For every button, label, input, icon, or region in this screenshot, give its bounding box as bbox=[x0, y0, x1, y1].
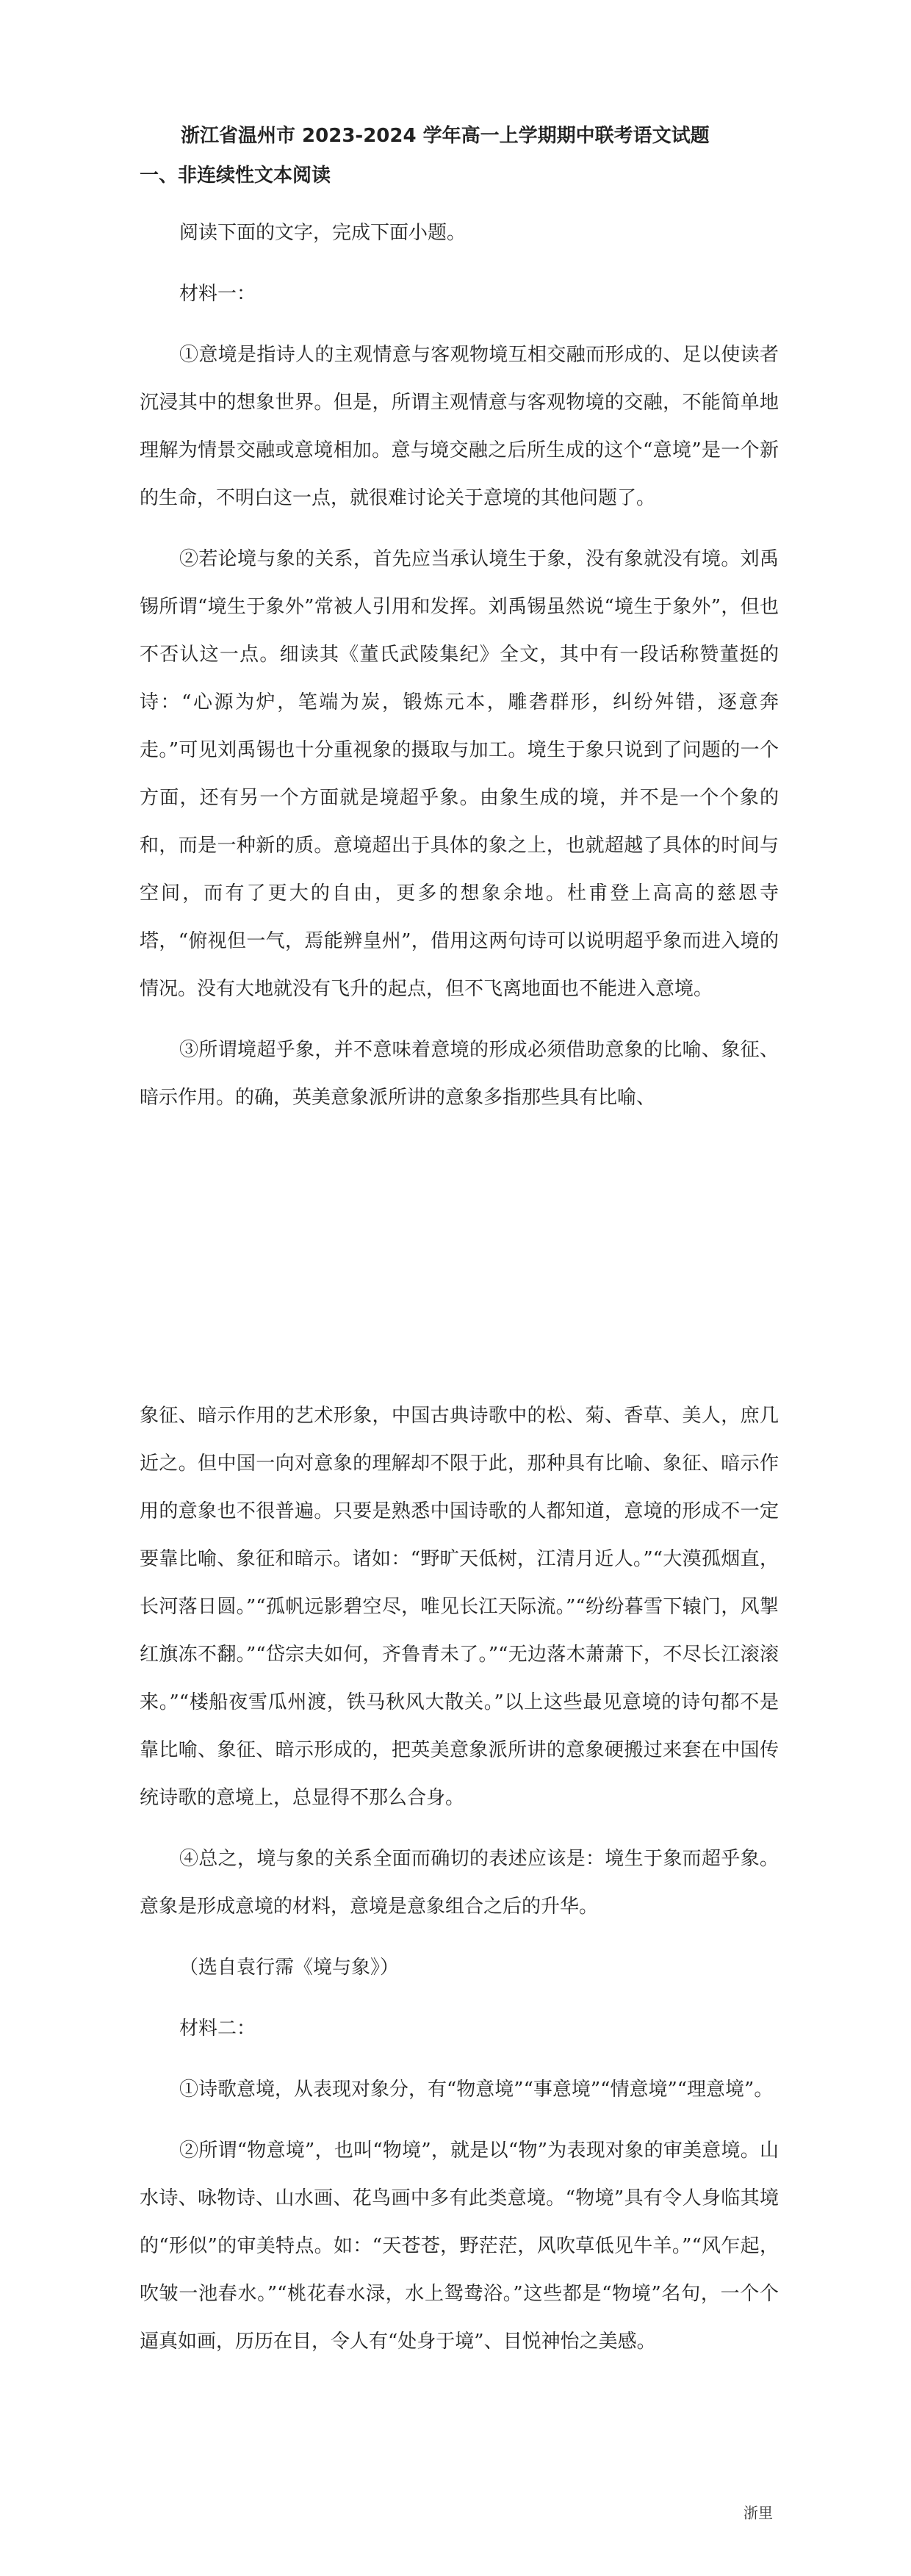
source-note: （选自袁行霈《境与象》） bbox=[179, 1957, 400, 1979]
page-upper-block bbox=[140, 121, 779, 1135]
page-lower-block bbox=[140, 1392, 779, 2379]
reading-instruction: 阅读下面的文字，完成下面小题。 bbox=[179, 222, 467, 244]
paragraph-4: ④总之，境与象的关系全面而确切的表述应该是：境生于象而超乎象。意象是形成意境的材料，意境是意象组合之后的升华。 bbox=[140, 1848, 779, 1918]
footer-watermark: 浙里 bbox=[743, 2504, 773, 2522]
material-two-paragraph-2: ②所谓“物意境”，也叫“物境”，就是以“物”为表现对象的审美意境。山水诗、咏物诗、山水画、花鸟画中多有此类意境。“物境”具有令人身临其境的“形似”的审美特点。如：“天苍苍，野茫茫，风吹草低见牛羊。”“风乍起，吹皱一池春水。”“桃花春水渌，水上鸳鸯浴。”这些都是“物境”名句，一个个逼真如画，历历在目，令人有“处身于境”、目悦神怡之美感。 bbox=[140, 2140, 779, 2353]
section-heading: 一、非连续性文本阅读 bbox=[140, 165, 331, 187]
material-two-paragraph-1: ①诗歌意境，从表现对象分，有“物意境”“事意境”“情意境”“理意境”。 bbox=[179, 2079, 774, 2101]
material-two-label: 材料二： bbox=[179, 2018, 256, 2040]
document-title: 浙江省温州市 2023-2024 学年高一上学期期中联考语文试题 bbox=[181, 125, 710, 147]
paragraph-1: ①意境是指诗人的主观情意与客观物境互相交融而形成的、足以使读者沉浸其中的想象世界。但是，所谓主观情意与客观物境的交融，不能简单地理解为情景交融或意境相加。意与境交融之后所生成的这个“意境”是一个新的生命，不明白这一点，就很难讨论关于意境的其他问题了。 bbox=[140, 344, 779, 509]
paragraph-2: ②若论境与象的关系，首先应当承认境生于象，没有象就没有境。刘禹锡所谓“境生于象外”常被人引用和发挥。刘禹锡虽然说“境生于象外”，但也不否认这一点。细读其《董氏武陵集纪》全文，其中有一段话称赞董挺的诗：“心源为炉，笔端为炭，锻炼元本，雕砻群形，纠纷舛错，逐意奔走。”可见刘禹锡也十分重视象的摄取与加工。境生于象只说到了问题的一个方面，还有另一个方面就是境超乎象。由象生成的境，并不是一个个象的和，而是一种新的质。意境超出于具体的象之上，也就超越了具体的时间与空间，而有了更大的自由，更多的想象余地。杜甫登上高高的慈恩寺塔，“俯视但一气，焉能辨皇州”，借用这两句诗可以说明超乎象而进入境的情况。没有大地就没有飞升的起点，但不飞离地面也不能进入意境。 bbox=[140, 548, 779, 1000]
material-one-label: 材料一： bbox=[179, 283, 256, 305]
paragraph-3-start: ③所谓境超乎象，并不意味着意境的形成必须借助意象的比喻、象征、暗示作用。的确，英美意象派所讲的意象多指那些具有比喻、 bbox=[140, 1039, 779, 1109]
paragraph-3-continued: 象征、暗示作用的艺术形象，中国古典诗歌中的松、菊、香草、美人，庶几近之。但中国一向对意象的理解却不限于此，那种具有比喻、象征、暗示作用的意象也不很普遍。只要是熟悉中国诗歌的人都知道，意境的形成不一定要靠比喻、象征和暗示。诸如：“野旷天低树，江清月近人。”“大漠孤烟直，长河落日圆。”“孤帆远影碧空尽，唯见长江天际流。”“纷纷暮雪下辕门，风掣红旗冻不翻。”“岱宗夫如何，齐鲁青未了。”“无边落木萧萧下，不尽长江滚滚来。”“楼船夜雪瓜州渡，铁马秋风大散关。”以上这些最见意境的诗句都不是靠比喻、象征、暗示形成的，把英美意象派所讲的意象硬搬过来套在中国传统诗歌的意境上，总显得不那么合身。 bbox=[140, 1405, 779, 1809]
